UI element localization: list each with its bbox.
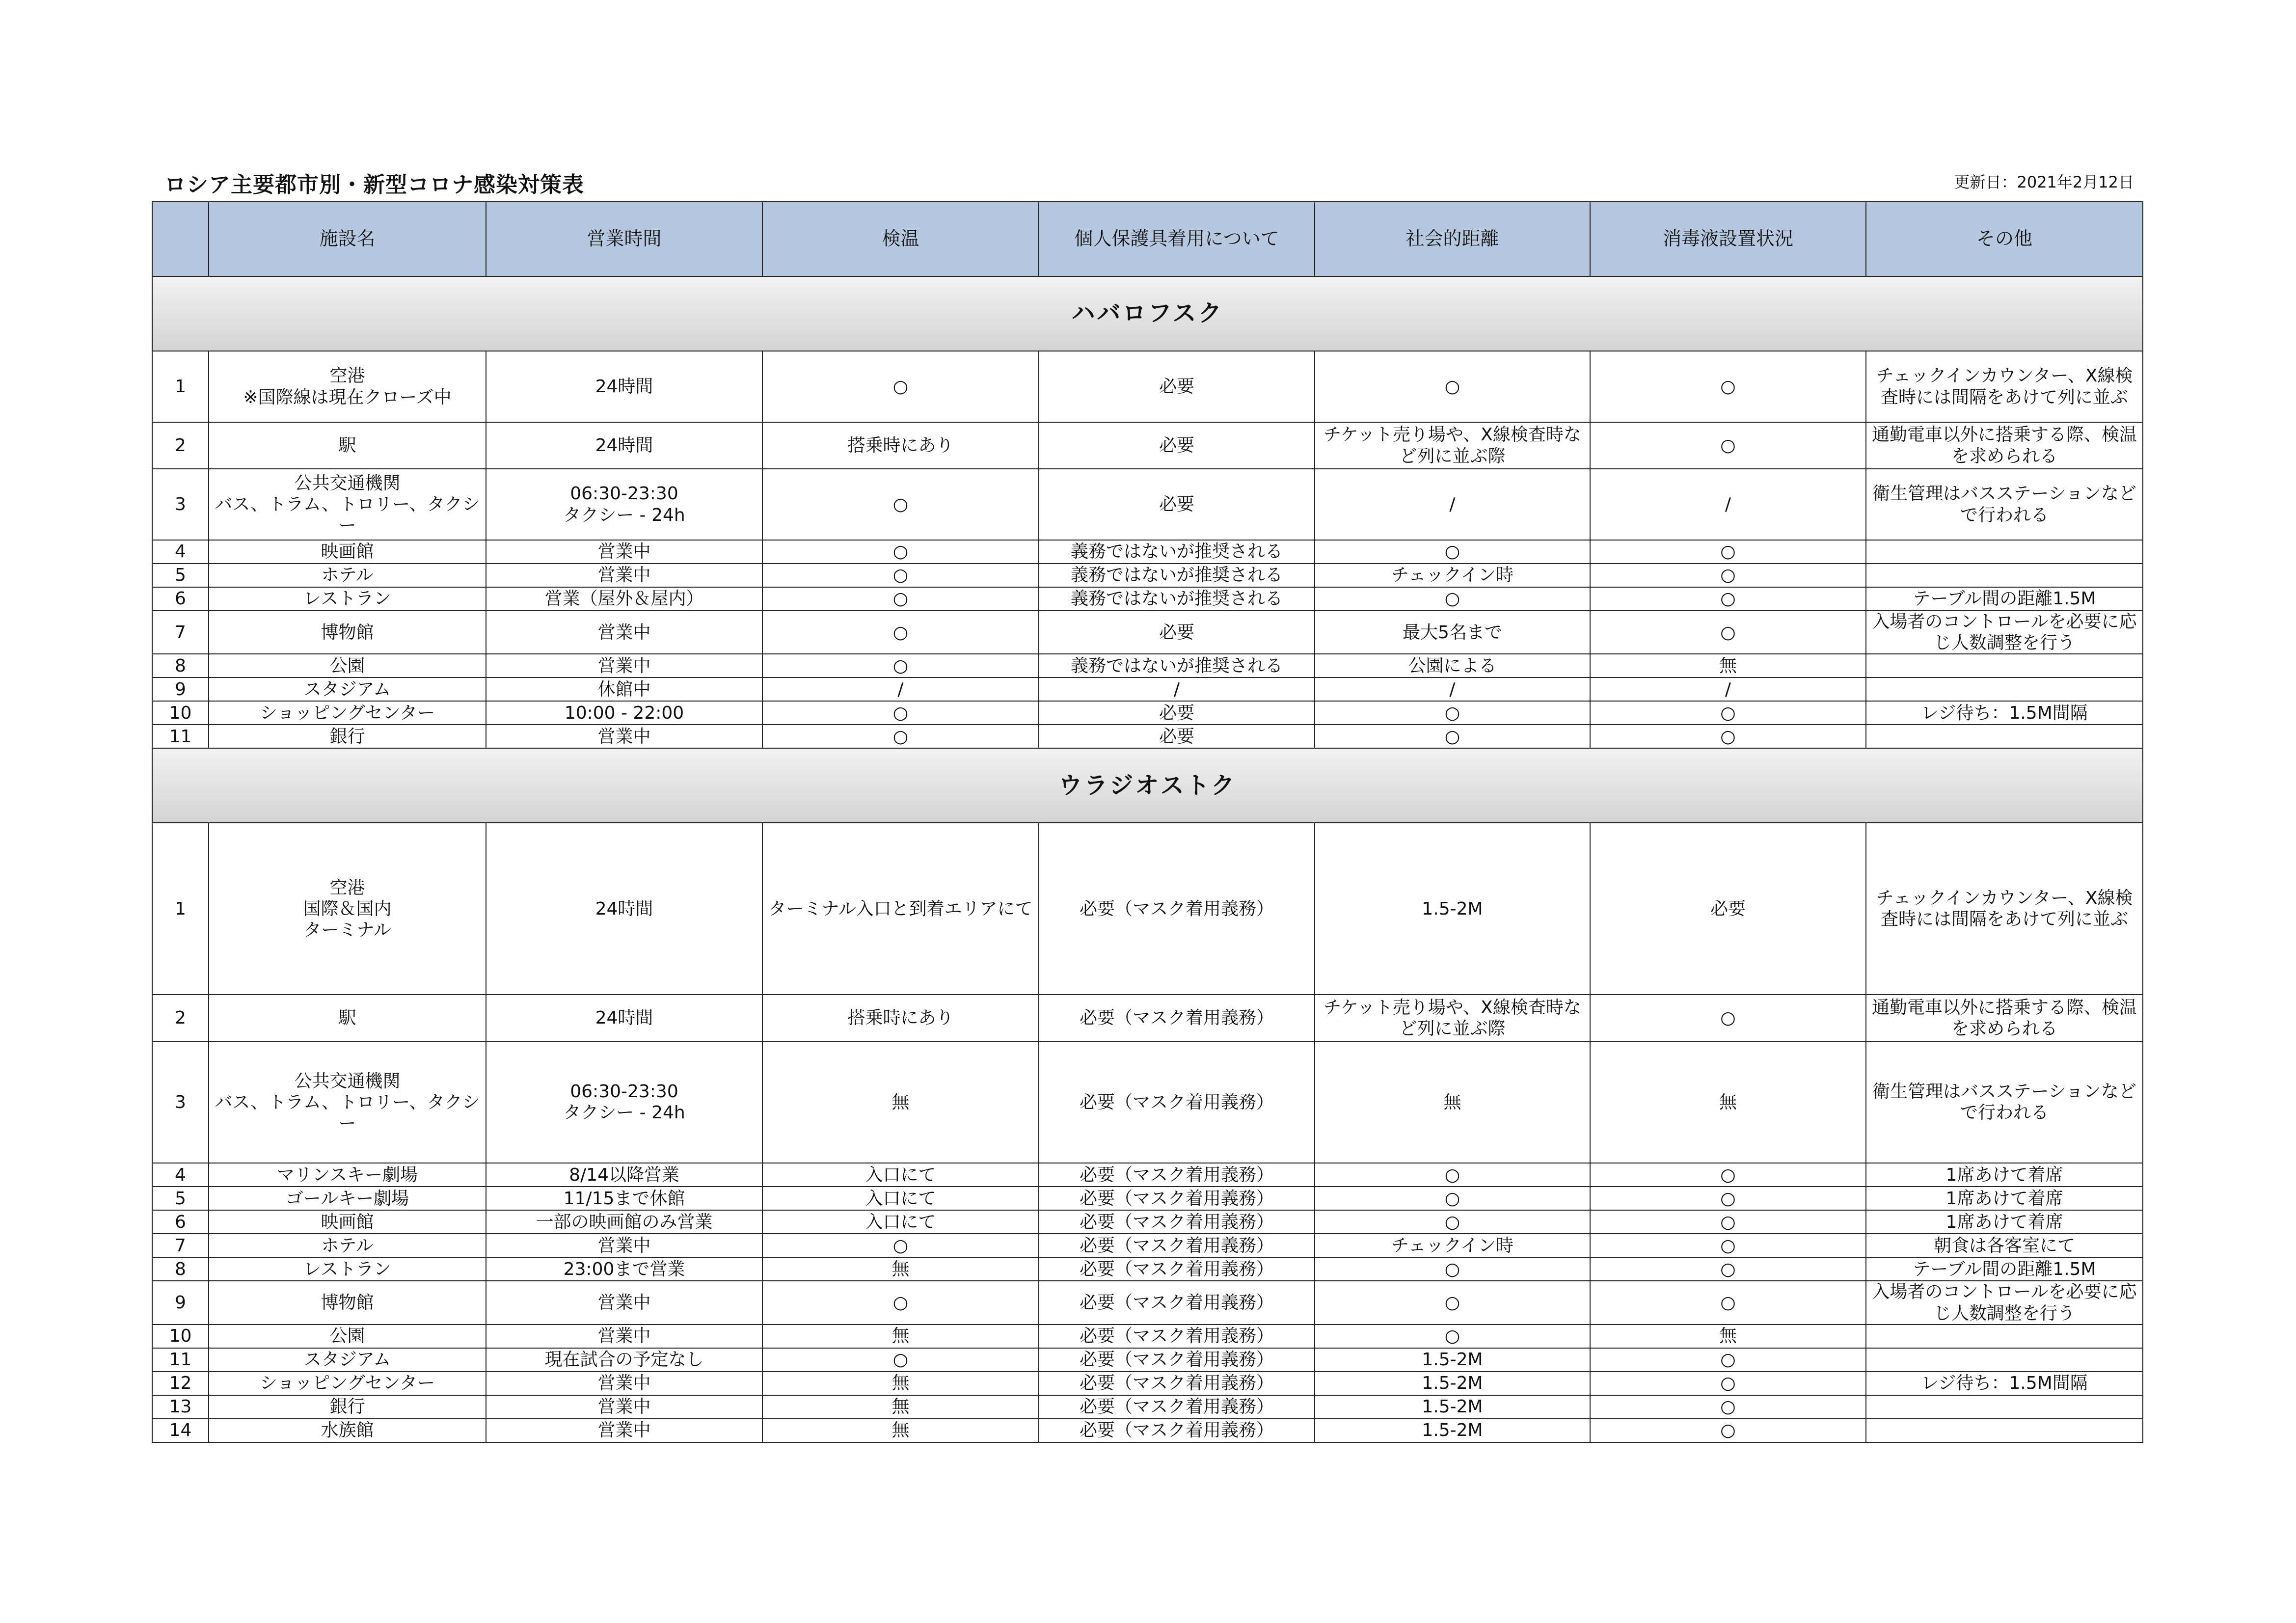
cell-ppe: 必要（マスク着用義務） — [1039, 1041, 1315, 1163]
cell-facility: 博物館 — [209, 1281, 486, 1324]
table-body — [152, 276, 2143, 1442]
cell-ppe: 必要（マスク着用義務） — [1039, 1210, 1315, 1234]
cell-facility: レストラン — [209, 587, 486, 611]
header-no — [152, 202, 209, 276]
cell-sanitizer: 無 — [1590, 654, 1866, 677]
header-ppe: 個人保護具着用について — [1039, 202, 1315, 276]
cell-temp: ○ — [762, 564, 1039, 587]
cell-ppe: 必要（マスク着用義務） — [1039, 1234, 1315, 1257]
cell-distance: ○ — [1315, 1257, 1590, 1281]
cell-sanitizer: ○ — [1590, 1419, 1866, 1442]
cell-distance: 最大5名まで — [1315, 611, 1590, 654]
cell-temp: 無 — [762, 1395, 1039, 1419]
table-row — [152, 823, 2143, 995]
cell-hours: 営業中 — [486, 1372, 762, 1395]
cell-facility: ショッピングセンター — [209, 1372, 486, 1395]
cell-temp: ○ — [762, 587, 1039, 611]
cell-distance: ○ — [1315, 587, 1590, 611]
cell-ppe: 必要（マスク着用義務） — [1039, 995, 1315, 1041]
cell-no: 4 — [152, 1163, 209, 1187]
table-row — [152, 654, 2143, 677]
cell-hours: 営業中 — [486, 540, 762, 564]
cell-other: 通勤電車以外に搭乗する際、検温を求められる — [1866, 995, 2143, 1041]
table-row — [152, 701, 2143, 725]
cell-distance: ○ — [1315, 1210, 1590, 1234]
cell-temp: ○ — [762, 611, 1039, 654]
cell-sanitizer: ○ — [1590, 587, 1866, 611]
cell-temp: ○ — [762, 701, 1039, 725]
cell-temp: ○ — [762, 654, 1039, 677]
section-row — [152, 748, 2143, 823]
cell-no: 8 — [152, 1257, 209, 1281]
cell-sanitizer: ○ — [1590, 422, 1866, 469]
cell-no: 7 — [152, 611, 209, 654]
cell-temp: ○ — [762, 1281, 1039, 1324]
cell-facility: スタジアム — [209, 677, 486, 701]
cell-hours: 06:30-23:30 タクシー - 24h — [486, 1041, 762, 1163]
cell-distance: チケット売り場や、X線検査時など列に並ぶ際 — [1315, 422, 1590, 469]
cell-ppe: 必要（マスク着用義務） — [1039, 1281, 1315, 1324]
cell-other — [1866, 677, 2143, 701]
cell-hours: 23:00まで営業 — [486, 1257, 762, 1281]
cell-ppe: 必要（マスク着用義務） — [1039, 1325, 1315, 1348]
cell-sanitizer: 必要 — [1590, 823, 1866, 995]
cell-hours: 営業中 — [486, 1234, 762, 1257]
cell-distance: ○ — [1315, 1187, 1590, 1210]
cell-other — [1866, 654, 2143, 677]
cell-sanitizer: ○ — [1590, 1210, 1866, 1234]
cell-facility: 駅 — [209, 995, 486, 1041]
cell-ppe: / — [1039, 677, 1315, 701]
cell-temp: ○ — [762, 351, 1039, 422]
cell-facility: ショッピングセンター — [209, 701, 486, 725]
cell-hours: 営業中 — [486, 654, 762, 677]
cell-sanitizer: ○ — [1590, 1234, 1866, 1257]
cell-other — [1866, 1348, 2143, 1372]
cell-no: 2 — [152, 422, 209, 469]
cell-temp: 搭乗時にあり — [762, 422, 1039, 469]
cell-distance: 1.5-2M — [1315, 1348, 1590, 1372]
cell-sanitizer: ○ — [1590, 725, 1866, 748]
cell-no: 7 — [152, 1234, 209, 1257]
updated-date: 更新日：2021年2月12日 — [1954, 173, 2134, 191]
cell-ppe: 必要（マスク着用義務） — [1039, 1372, 1315, 1395]
cell-sanitizer: ○ — [1590, 1395, 1866, 1419]
cell-other: レジ待ち：1.5M間隔 — [1866, 701, 2143, 725]
cell-sanitizer: ○ — [1590, 564, 1866, 587]
cell-temp: / — [762, 677, 1039, 701]
table-row — [152, 677, 2143, 701]
table-row — [152, 469, 2143, 540]
cell-facility: 公園 — [209, 1325, 486, 1348]
cell-facility: 公園 — [209, 654, 486, 677]
cell-no: 6 — [152, 587, 209, 611]
cell-ppe: 必要（マスク着用義務） — [1039, 1395, 1315, 1419]
cell-temp: 入口にて — [762, 1210, 1039, 1234]
cell-facility: 駅 — [209, 422, 486, 469]
cell-sanitizer: ○ — [1590, 351, 1866, 422]
measures-table — [152, 201, 2143, 1443]
cell-distance: / — [1315, 469, 1590, 540]
cell-hours: 現在試合の予定なし — [486, 1348, 762, 1372]
table-row — [152, 611, 2143, 654]
cell-distance: 1.5-2M — [1315, 1372, 1590, 1395]
cell-ppe: 必要 — [1039, 611, 1315, 654]
cell-no: 3 — [152, 469, 209, 540]
cell-other — [1866, 564, 2143, 587]
cell-sanitizer: 無 — [1590, 1325, 1866, 1348]
cell-other: 1席あけて着席 — [1866, 1210, 2143, 1234]
cell-distance: 1.5-2M — [1315, 823, 1590, 995]
cell-distance: 無 — [1315, 1041, 1590, 1163]
cell-temp: 無 — [762, 1041, 1039, 1163]
cell-other — [1866, 1395, 2143, 1419]
cell-facility: レストラン — [209, 1257, 486, 1281]
table-row — [152, 351, 2143, 422]
cell-sanitizer: ○ — [1590, 1281, 1866, 1324]
table-row — [152, 1325, 2143, 1348]
cell-hours: 営業中 — [486, 725, 762, 748]
cell-sanitizer: ○ — [1590, 611, 1866, 654]
cell-ppe: 必要 — [1039, 351, 1315, 422]
cell-other — [1866, 725, 2143, 748]
cell-temp: ○ — [762, 1234, 1039, 1257]
table-row — [152, 1419, 2143, 1442]
cell-ppe: 必要 — [1039, 701, 1315, 725]
cell-other: チェックインカウンター、X線検査時には間隔をあけて列に並ぶ — [1866, 823, 2143, 995]
table-row — [152, 1187, 2143, 1210]
cell-sanitizer: / — [1590, 469, 1866, 540]
cell-ppe: 必要 — [1039, 725, 1315, 748]
cell-ppe: 義務ではないが推奨される — [1039, 564, 1315, 587]
cell-hours: 営業中 — [486, 1419, 762, 1442]
cell-sanitizer: ○ — [1590, 701, 1866, 725]
section-row — [152, 276, 2143, 351]
cell-hours: 24時間 — [486, 995, 762, 1041]
header-distance: 社会的距離 — [1315, 202, 1590, 276]
cell-other: テーブル間の距離1.5M — [1866, 587, 2143, 611]
cell-hours: 営業中 — [486, 611, 762, 654]
cell-sanitizer: ○ — [1590, 1163, 1866, 1187]
cell-no: 11 — [152, 725, 209, 748]
table-row — [152, 1257, 2143, 1281]
cell-temp: ○ — [762, 725, 1039, 748]
cell-no: 5 — [152, 1187, 209, 1210]
section-title: ハバロフスク — [152, 276, 2143, 351]
cell-other: 入場者のコントロールを必要に応じ人数調整を行う — [1866, 611, 2143, 654]
cell-hours: 営業中 — [486, 1395, 762, 1419]
cell-no: 10 — [152, 1325, 209, 1348]
cell-distance: ○ — [1315, 1163, 1590, 1187]
cell-temp: 入口にて — [762, 1187, 1039, 1210]
cell-other: テーブル間の距離1.5M — [1866, 1257, 2143, 1281]
cell-hours: 営業中 — [486, 1325, 762, 1348]
cell-distance: 1.5-2M — [1315, 1395, 1590, 1419]
cell-facility: 銀行 — [209, 725, 486, 748]
cell-facility: 映画館 — [209, 1210, 486, 1234]
cell-ppe: 必要（マスク着用義務） — [1039, 1419, 1315, 1442]
cell-facility: マリンスキー劇場 — [209, 1163, 486, 1187]
document-title: ロシア主要都市別・新型コロナ感染対策表 — [164, 172, 584, 197]
cell-no: 8 — [152, 654, 209, 677]
cell-temp: ターミナル入口と到着エリアにて — [762, 823, 1039, 995]
table-row — [152, 564, 2143, 587]
cell-ppe: 必要（マスク着用義務） — [1039, 823, 1315, 995]
cell-distance: チェックイン時 — [1315, 1234, 1590, 1257]
table-row — [152, 1210, 2143, 1234]
cell-distance: 公園による — [1315, 654, 1590, 677]
cell-ppe: 必要（マスク着用義務） — [1039, 1257, 1315, 1281]
cell-hours: 06:30-23:30 タクシー - 24h — [486, 469, 762, 540]
cell-facility: 銀行 — [209, 1395, 486, 1419]
cell-temp: 搭乗時にあり — [762, 995, 1039, 1041]
table-row — [152, 1234, 2143, 1257]
table-row — [152, 1395, 2143, 1419]
cell-temp: 無 — [762, 1419, 1039, 1442]
cell-temp: 入口にて — [762, 1163, 1039, 1187]
cell-other: 1席あけて着席 — [1866, 1163, 2143, 1187]
table-row — [152, 995, 2143, 1041]
table-row — [152, 422, 2143, 469]
cell-ppe: 必要 — [1039, 469, 1315, 540]
table-row — [152, 587, 2143, 611]
cell-facility: 空港 ※国際線は現在クローズ中 — [209, 351, 486, 422]
cell-facility: 映画館 — [209, 540, 486, 564]
header-row — [152, 202, 2143, 276]
cell-hours: 一部の映画館のみ営業 — [486, 1210, 762, 1234]
cell-no: 5 — [152, 564, 209, 587]
cell-hours: 11/15まで休館 — [486, 1187, 762, 1210]
cell-other: レジ待ち：1.5M間隔 — [1866, 1372, 2143, 1395]
cell-sanitizer: ○ — [1590, 1257, 1866, 1281]
cell-other: 衛生管理はバスステーションなどで行われる — [1866, 1041, 2143, 1163]
cell-ppe: 義務ではないが推奨される — [1039, 654, 1315, 677]
cell-no: 3 — [152, 1041, 209, 1163]
cell-sanitizer: ○ — [1590, 1348, 1866, 1372]
cell-facility: スタジアム — [209, 1348, 486, 1372]
cell-hours: 24時間 — [486, 422, 762, 469]
cell-no: 14 — [152, 1419, 209, 1442]
cell-other: チェックインカウンター、X線検査時には間隔をあけて列に並ぶ — [1866, 351, 2143, 422]
cell-facility: 公共交通機関 バス、トラム、トロリー、タクシー — [209, 1041, 486, 1163]
cell-ppe: 必要（マスク着用義務） — [1039, 1348, 1315, 1372]
cell-other: 通勤電車以外に搭乗する際、検温を求められる — [1866, 422, 2143, 469]
cell-no: 10 — [152, 701, 209, 725]
cell-ppe: 義務ではないが推奨される — [1039, 540, 1315, 564]
cell-ppe: 必要（マスク着用義務） — [1039, 1163, 1315, 1187]
cell-other — [1866, 540, 2143, 564]
cell-other: 衛生管理はバスステーションなどで行われる — [1866, 469, 2143, 540]
header-facility: 施設名 — [209, 202, 486, 276]
cell-hours: 24時間 — [486, 823, 762, 995]
cell-temp: 無 — [762, 1372, 1039, 1395]
cell-temp: 無 — [762, 1325, 1039, 1348]
cell-distance: チケット売り場や、X線検査時など列に並ぶ際 — [1315, 995, 1590, 1041]
cell-temp: ○ — [762, 540, 1039, 564]
table-row — [152, 1163, 2143, 1187]
cell-sanitizer: ○ — [1590, 995, 1866, 1041]
cell-hours: 営業中 — [486, 1281, 762, 1324]
cell-sanitizer: ○ — [1590, 540, 1866, 564]
header-hours: 営業時間 — [486, 202, 762, 276]
cell-distance: ○ — [1315, 540, 1590, 564]
cell-distance: ○ — [1315, 701, 1590, 725]
cell-hours: 8/14以降営業 — [486, 1163, 762, 1187]
cell-sanitizer: ○ — [1590, 1187, 1866, 1210]
header-sanitizer: 消毒液設置状況 — [1590, 202, 1866, 276]
cell-no: 13 — [152, 1395, 209, 1419]
cell-distance: ○ — [1315, 351, 1590, 422]
cell-other: 1席あけて着席 — [1866, 1187, 2143, 1210]
cell-no: 12 — [152, 1372, 209, 1395]
cell-distance: ○ — [1315, 1281, 1590, 1324]
cell-no: 1 — [152, 351, 209, 422]
cell-no: 4 — [152, 540, 209, 564]
cell-other — [1866, 1419, 2143, 1442]
cell-distance: チェックイン時 — [1315, 564, 1590, 587]
cell-distance: ○ — [1315, 725, 1590, 748]
header-other: その他 — [1866, 202, 2143, 276]
table-row — [152, 1372, 2143, 1395]
cell-facility: ゴールキー劇場 — [209, 1187, 486, 1210]
cell-no: 1 — [152, 823, 209, 995]
cell-distance: ○ — [1315, 1325, 1590, 1348]
cell-sanitizer: / — [1590, 677, 1866, 701]
table-row — [152, 1348, 2143, 1372]
table-row — [152, 725, 2143, 748]
cell-temp: 無 — [762, 1257, 1039, 1281]
cell-no: 11 — [152, 1348, 209, 1372]
cell-hours: 休館中 — [486, 677, 762, 701]
section-title: ウラジオストク — [152, 748, 2143, 823]
cell-distance: 1.5-2M — [1315, 1419, 1590, 1442]
cell-facility: ホテル — [209, 564, 486, 587]
cell-hours: 営業（屋外＆屋内） — [486, 587, 762, 611]
cell-facility: 水族館 — [209, 1419, 486, 1442]
cell-other: 朝食は各客室にて — [1866, 1234, 2143, 1257]
cell-hours: 24時間 — [486, 351, 762, 422]
table-row — [152, 540, 2143, 564]
cell-facility: 博物館 — [209, 611, 486, 654]
cell-ppe: 義務ではないが推奨される — [1039, 587, 1315, 611]
cell-temp: ○ — [762, 1348, 1039, 1372]
cell-ppe: 必要（マスク着用義務） — [1039, 1187, 1315, 1210]
cell-no: 9 — [152, 677, 209, 701]
cell-other — [1866, 1325, 2143, 1348]
cell-ppe: 必要 — [1039, 422, 1315, 469]
cell-distance: / — [1315, 677, 1590, 701]
cell-sanitizer: ○ — [1590, 1372, 1866, 1395]
cell-hours: 10:00 - 22:00 — [486, 701, 762, 725]
cell-other: 入場者のコントロールを必要に応じ人数調整を行う — [1866, 1281, 2143, 1324]
cell-hours: 営業中 — [486, 564, 762, 587]
table-row — [152, 1281, 2143, 1324]
header-temperature: 検温 — [762, 202, 1039, 276]
cell-sanitizer: 無 — [1590, 1041, 1866, 1163]
cell-facility: ホテル — [209, 1234, 486, 1257]
cell-no: 6 — [152, 1210, 209, 1234]
cell-facility: 公共交通機関 バス、トラム、トロリー、タクシー — [209, 469, 486, 540]
cell-no: 2 — [152, 995, 209, 1041]
cell-no: 9 — [152, 1281, 209, 1324]
cell-facility: 空港 国際＆国内 ターミナル — [209, 823, 486, 995]
table-row — [152, 1041, 2143, 1163]
cell-temp: ○ — [762, 469, 1039, 540]
